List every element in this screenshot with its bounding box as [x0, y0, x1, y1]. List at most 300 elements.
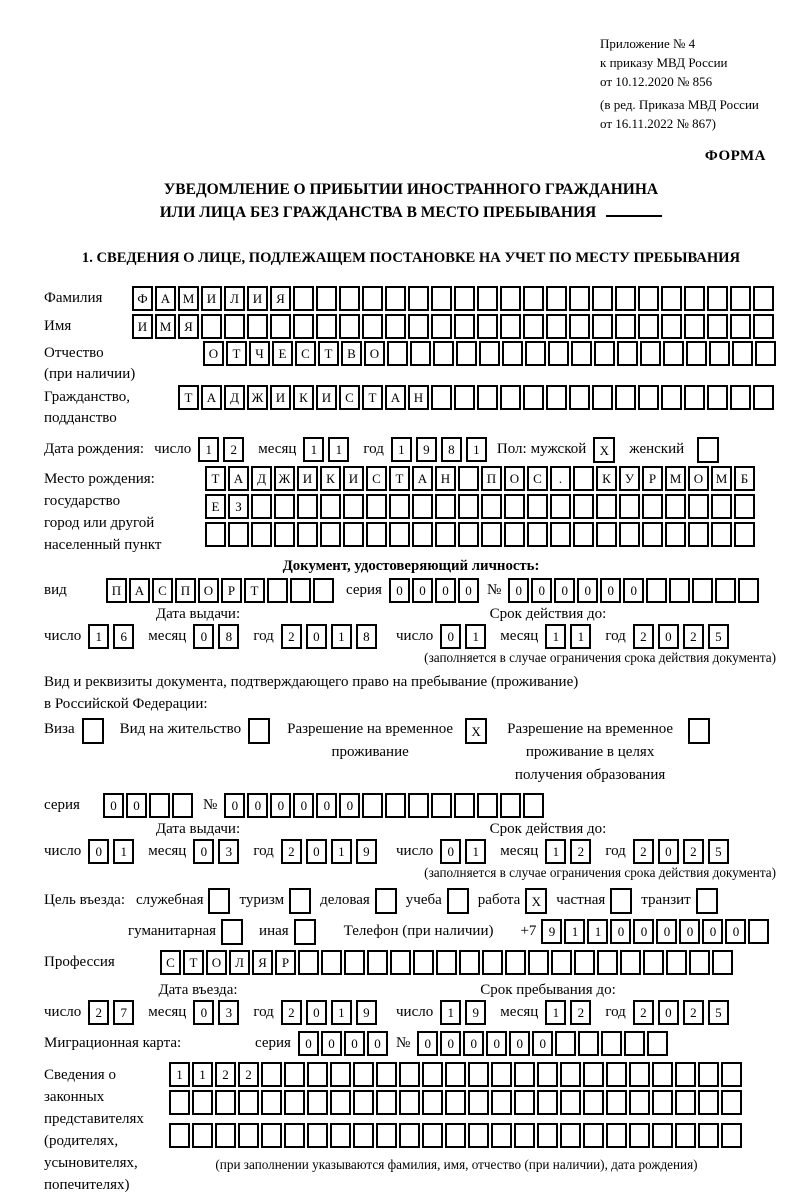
form-cell[interactable]: [389, 494, 410, 519]
form-cell[interactable]: 2: [281, 1000, 302, 1025]
form-cell[interactable]: [504, 522, 525, 547]
form-cell[interactable]: [569, 286, 590, 311]
form-cell[interactable]: 0: [103, 793, 124, 818]
form-cell[interactable]: А: [129, 578, 150, 603]
form-cell[interactable]: [366, 494, 387, 519]
form-cell[interactable]: 1: [169, 1062, 190, 1087]
form-cell[interactable]: [597, 950, 618, 975]
form-cell[interactable]: 1: [545, 839, 566, 864]
form-cell[interactable]: Д: [224, 385, 245, 410]
form-cell[interactable]: С: [366, 466, 387, 491]
form-cell[interactable]: [583, 1123, 604, 1148]
form-cell[interactable]: [574, 950, 595, 975]
form-cell[interactable]: [468, 1062, 489, 1087]
form-cell[interactable]: [606, 1090, 627, 1115]
form-cell[interactable]: [550, 494, 571, 519]
form-cell[interactable]: [688, 494, 709, 519]
form-cell[interactable]: 0: [224, 793, 245, 818]
form-cell[interactable]: [353, 1062, 374, 1087]
temp-permit-checkbox[interactable]: [465, 718, 487, 744]
form-cell[interactable]: [652, 1062, 673, 1087]
purpose-tourism-checkbox[interactable]: [289, 888, 311, 914]
form-cell[interactable]: [298, 950, 319, 975]
form-cell[interactable]: Т: [318, 341, 339, 366]
form-cell[interactable]: 3: [218, 1000, 239, 1025]
form-cell[interactable]: [321, 950, 342, 975]
form-cell[interactable]: [376, 1062, 397, 1087]
form-cell[interactable]: 0: [298, 1031, 319, 1056]
form-cell[interactable]: [686, 341, 707, 366]
form-cell[interactable]: С: [527, 466, 548, 491]
form-cell[interactable]: 0: [658, 624, 679, 649]
form-cell[interactable]: А: [228, 466, 249, 491]
form-cell[interactable]: [307, 1123, 328, 1148]
form-cell[interactable]: Т: [205, 466, 226, 491]
form-cell[interactable]: И: [343, 466, 364, 491]
form-cell[interactable]: 0: [440, 624, 461, 649]
form-cell[interactable]: 0: [486, 1031, 507, 1056]
form-cell[interactable]: [500, 286, 521, 311]
sex-female-checkbox[interactable]: [697, 437, 719, 463]
form-cell[interactable]: 1: [545, 1000, 566, 1025]
form-cell[interactable]: [422, 1062, 443, 1087]
form-cell[interactable]: 0: [321, 1031, 342, 1056]
form-cell[interactable]: [320, 522, 341, 547]
form-cell[interactable]: [248, 718, 270, 744]
form-cell[interactable]: 5: [708, 839, 729, 864]
form-cell[interactable]: [436, 950, 457, 975]
form-cell[interactable]: [523, 286, 544, 311]
form-cell[interactable]: 0: [306, 1000, 327, 1025]
form-cell[interactable]: 0: [463, 1031, 484, 1056]
form-cell[interactable]: 0: [508, 578, 529, 603]
form-cell[interactable]: О: [198, 578, 219, 603]
form-cell[interactable]: [646, 578, 667, 603]
form-cell[interactable]: К: [596, 466, 617, 491]
form-cell[interactable]: [610, 888, 632, 914]
form-cell[interactable]: [192, 1090, 213, 1115]
form-cell[interactable]: [149, 793, 170, 818]
form-cell[interactable]: [629, 1123, 650, 1148]
form-cell[interactable]: [307, 1090, 328, 1115]
form-cell[interactable]: К: [293, 385, 314, 410]
form-cell[interactable]: [661, 314, 682, 339]
form-cell[interactable]: [433, 341, 454, 366]
form-cell[interactable]: [410, 341, 431, 366]
form-cell[interactable]: [367, 950, 388, 975]
form-cell[interactable]: [261, 1090, 282, 1115]
form-cell[interactable]: [596, 494, 617, 519]
form-cell[interactable]: [652, 1123, 673, 1148]
form-cell[interactable]: 0: [193, 839, 214, 864]
form-cell[interactable]: Я: [178, 314, 199, 339]
form-cell[interactable]: А: [155, 286, 176, 311]
form-cell[interactable]: Т: [178, 385, 199, 410]
form-cell[interactable]: 1: [465, 624, 486, 649]
form-cell[interactable]: Е: [272, 341, 293, 366]
form-cell[interactable]: X: [465, 718, 487, 744]
form-cell[interactable]: [412, 494, 433, 519]
form-cell[interactable]: 2: [570, 839, 591, 864]
form-cell[interactable]: [537, 1062, 558, 1087]
form-cell[interactable]: [205, 522, 226, 547]
form-cell[interactable]: 6: [113, 624, 134, 649]
form-cell[interactable]: [447, 888, 469, 914]
form-cell[interactable]: [730, 286, 751, 311]
form-cell[interactable]: [689, 950, 710, 975]
form-cell[interactable]: 0: [367, 1031, 388, 1056]
form-cell[interactable]: Т: [389, 466, 410, 491]
form-cell[interactable]: [624, 1031, 645, 1056]
form-cell[interactable]: [362, 793, 383, 818]
form-cell[interactable]: 2: [683, 839, 704, 864]
form-cell[interactable]: [560, 1123, 581, 1148]
form-cell[interactable]: 2: [215, 1062, 236, 1087]
form-cell[interactable]: [721, 1062, 742, 1087]
form-cell[interactable]: Т: [244, 578, 265, 603]
form-cell[interactable]: [500, 314, 521, 339]
form-cell[interactable]: 1: [545, 624, 566, 649]
form-cell[interactable]: 2: [88, 1000, 109, 1025]
form-cell[interactable]: Б: [734, 466, 755, 491]
form-cell[interactable]: [445, 1062, 466, 1087]
form-cell[interactable]: [753, 385, 774, 410]
form-cell[interactable]: [339, 314, 360, 339]
form-cell[interactable]: [385, 314, 406, 339]
form-cell[interactable]: [375, 888, 397, 914]
form-cell[interactable]: [208, 888, 230, 914]
form-cell[interactable]: [307, 1062, 328, 1087]
form-cell[interactable]: М: [665, 466, 686, 491]
form-cell[interactable]: 0: [88, 839, 109, 864]
form-cell[interactable]: [692, 578, 713, 603]
form-cell[interactable]: 2: [633, 624, 654, 649]
form-cell[interactable]: [215, 1090, 236, 1115]
form-cell[interactable]: [362, 286, 383, 311]
form-cell[interactable]: Я: [252, 950, 273, 975]
form-cell[interactable]: 0: [532, 1031, 553, 1056]
form-cell[interactable]: [431, 286, 452, 311]
form-cell[interactable]: Л: [229, 950, 250, 975]
form-cell[interactable]: [362, 314, 383, 339]
form-cell[interactable]: [293, 314, 314, 339]
form-cell[interactable]: [707, 385, 728, 410]
form-cell[interactable]: [284, 1090, 305, 1115]
form-cell[interactable]: [387, 341, 408, 366]
form-cell[interactable]: [477, 385, 498, 410]
form-cell[interactable]: [711, 522, 732, 547]
form-cell[interactable]: Р: [642, 466, 663, 491]
form-cell[interactable]: А: [201, 385, 222, 410]
form-cell[interactable]: [330, 1123, 351, 1148]
form-cell[interactable]: [560, 1062, 581, 1087]
form-cell[interactable]: [573, 522, 594, 547]
form-cell[interactable]: [606, 1123, 627, 1148]
form-cell[interactable]: [675, 1090, 696, 1115]
form-cell[interactable]: 0: [656, 919, 677, 944]
form-cell[interactable]: [734, 522, 755, 547]
form-cell[interactable]: В: [341, 341, 362, 366]
form-cell[interactable]: [330, 1062, 351, 1087]
form-cell[interactable]: И: [132, 314, 153, 339]
form-cell[interactable]: [454, 385, 475, 410]
form-cell[interactable]: [753, 314, 774, 339]
form-cell[interactable]: [638, 286, 659, 311]
form-cell[interactable]: X: [593, 437, 615, 463]
form-cell[interactable]: 1: [331, 624, 352, 649]
form-cell[interactable]: [353, 1123, 374, 1148]
purpose-study-checkbox[interactable]: [447, 888, 469, 914]
form-cell[interactable]: X: [525, 888, 547, 914]
form-cell[interactable]: [592, 385, 613, 410]
form-cell[interactable]: [482, 950, 503, 975]
form-cell[interactable]: [698, 1090, 719, 1115]
form-cell[interactable]: 0: [417, 1031, 438, 1056]
form-cell[interactable]: [629, 1090, 650, 1115]
form-cell[interactable]: [525, 341, 546, 366]
form-cell[interactable]: [477, 286, 498, 311]
form-cell[interactable]: [169, 1123, 190, 1148]
phone-cells[interactable]: [541, 919, 771, 944]
form-cell[interactable]: [606, 1062, 627, 1087]
form-cell[interactable]: [523, 793, 544, 818]
form-cell[interactable]: [601, 1031, 622, 1056]
form-cell[interactable]: [732, 341, 753, 366]
form-cell[interactable]: 0: [193, 1000, 214, 1025]
form-cell[interactable]: [592, 314, 613, 339]
form-cell[interactable]: [652, 1090, 673, 1115]
form-cell[interactable]: 9: [356, 839, 377, 864]
temp-permit-edu-checkbox[interactable]: [688, 718, 710, 744]
form-cell[interactable]: [537, 1090, 558, 1115]
form-cell[interactable]: [431, 793, 452, 818]
form-cell[interactable]: [468, 1123, 489, 1148]
form-cell[interactable]: 2: [570, 1000, 591, 1025]
form-cell[interactable]: Ч: [249, 341, 270, 366]
form-cell[interactable]: [666, 950, 687, 975]
form-cell[interactable]: [376, 1123, 397, 1148]
form-cell[interactable]: [550, 522, 571, 547]
form-cell[interactable]: 0: [600, 578, 621, 603]
form-cell[interactable]: 0: [440, 839, 461, 864]
form-cell[interactable]: [665, 494, 686, 519]
form-cell[interactable]: [640, 341, 661, 366]
form-cell[interactable]: 0: [658, 1000, 679, 1025]
form-cell[interactable]: П: [175, 578, 196, 603]
form-cell[interactable]: [431, 385, 452, 410]
form-cell[interactable]: [734, 494, 755, 519]
form-cell[interactable]: [284, 1123, 305, 1148]
form-cell[interactable]: [642, 494, 663, 519]
form-cell[interactable]: [712, 950, 733, 975]
form-cell[interactable]: 1: [564, 919, 585, 944]
form-cell[interactable]: [661, 286, 682, 311]
form-cell[interactable]: [477, 793, 498, 818]
form-cell[interactable]: [546, 314, 567, 339]
form-cell[interactable]: 0: [725, 919, 746, 944]
form-cell[interactable]: [548, 341, 569, 366]
form-cell[interactable]: О: [364, 341, 385, 366]
purpose-private-checkbox[interactable]: [610, 888, 632, 914]
form-cell[interactable]: [738, 578, 759, 603]
form-cell[interactable]: [251, 494, 272, 519]
purpose-work-checkbox[interactable]: [525, 888, 547, 914]
form-cell[interactable]: [458, 466, 479, 491]
form-cell[interactable]: [385, 286, 406, 311]
form-cell[interactable]: 0: [531, 578, 552, 603]
form-cell[interactable]: 9: [541, 919, 562, 944]
form-cell[interactable]: 0: [306, 624, 327, 649]
form-cell[interactable]: М: [711, 466, 732, 491]
form-cell[interactable]: 5: [708, 1000, 729, 1025]
form-cell[interactable]: О: [504, 466, 525, 491]
form-cell[interactable]: [594, 341, 615, 366]
form-cell[interactable]: [569, 385, 590, 410]
form-cell[interactable]: [688, 522, 709, 547]
form-cell[interactable]: [620, 950, 641, 975]
form-cell[interactable]: [412, 522, 433, 547]
purpose-official-checkbox[interactable]: [208, 888, 230, 914]
form-cell[interactable]: 0: [389, 578, 410, 603]
form-cell[interactable]: [284, 1062, 305, 1087]
form-cell[interactable]: Ф: [132, 286, 153, 311]
form-cell[interactable]: [228, 522, 249, 547]
form-cell[interactable]: [445, 1090, 466, 1115]
form-cell[interactable]: 1: [440, 1000, 461, 1025]
form-cell[interactable]: 0: [339, 793, 360, 818]
form-cell[interactable]: 1: [465, 839, 486, 864]
form-cell[interactable]: [192, 1123, 213, 1148]
form-cell[interactable]: [399, 1090, 420, 1115]
form-cell[interactable]: 0: [412, 578, 433, 603]
form-cell[interactable]: 1: [88, 624, 109, 649]
form-cell[interactable]: [353, 1090, 374, 1115]
form-cell[interactable]: [546, 385, 567, 410]
form-cell[interactable]: [435, 494, 456, 519]
residence-permit-checkbox[interactable]: [248, 718, 270, 744]
form-cell[interactable]: 0: [316, 793, 337, 818]
form-cell[interactable]: [675, 1062, 696, 1087]
form-cell[interactable]: [546, 286, 567, 311]
form-cell[interactable]: Л: [224, 286, 245, 311]
form-cell[interactable]: [514, 1123, 535, 1148]
form-cell[interactable]: [748, 919, 769, 944]
purpose-transit-checkbox[interactable]: [696, 888, 718, 914]
form-cell[interactable]: 0: [623, 578, 644, 603]
form-cell[interactable]: 0: [610, 919, 631, 944]
form-cell[interactable]: Т: [226, 341, 247, 366]
form-cell[interactable]: [647, 1031, 668, 1056]
form-cell[interactable]: [619, 494, 640, 519]
form-cell[interactable]: 0: [126, 793, 147, 818]
form-cell[interactable]: [500, 793, 521, 818]
form-cell[interactable]: 1: [303, 437, 324, 462]
form-cell[interactable]: [431, 314, 452, 339]
form-cell[interactable]: [458, 494, 479, 519]
form-cell[interactable]: 0: [440, 1031, 461, 1056]
form-cell[interactable]: [491, 1062, 512, 1087]
form-cell[interactable]: 1: [570, 624, 591, 649]
sex-male-checkbox[interactable]: [593, 437, 615, 463]
form-cell[interactable]: [343, 522, 364, 547]
form-cell[interactable]: 0: [293, 793, 314, 818]
form-cell[interactable]: [389, 522, 410, 547]
form-cell[interactable]: [643, 950, 664, 975]
form-cell[interactable]: 1: [466, 437, 487, 462]
form-cell[interactable]: 1: [113, 839, 134, 864]
form-cell[interactable]: [663, 341, 684, 366]
form-cell[interactable]: [422, 1123, 443, 1148]
form-cell[interactable]: 9: [356, 1000, 377, 1025]
form-cell[interactable]: [571, 341, 592, 366]
form-cell[interactable]: [224, 314, 245, 339]
form-cell[interactable]: [638, 385, 659, 410]
form-cell[interactable]: С: [160, 950, 181, 975]
form-cell[interactable]: П: [481, 466, 502, 491]
form-cell[interactable]: [435, 522, 456, 547]
form-cell[interactable]: [730, 314, 751, 339]
form-cell[interactable]: [709, 341, 730, 366]
form-cell[interactable]: 0: [679, 919, 700, 944]
form-cell[interactable]: С: [295, 341, 316, 366]
form-cell[interactable]: [675, 1123, 696, 1148]
form-cell[interactable]: 0: [658, 839, 679, 864]
form-cell[interactable]: [468, 1090, 489, 1115]
form-cell[interactable]: 2: [238, 1062, 259, 1087]
form-cell[interactable]: 1: [587, 919, 608, 944]
form-cell[interactable]: У: [619, 466, 640, 491]
form-cell[interactable]: И: [247, 286, 268, 311]
purpose-other-checkbox[interactable]: [294, 919, 316, 945]
form-cell[interactable]: 2: [281, 839, 302, 864]
form-cell[interactable]: [730, 385, 751, 410]
form-cell[interactable]: 1: [198, 437, 219, 462]
form-cell[interactable]: О: [206, 950, 227, 975]
form-cell[interactable]: [619, 522, 640, 547]
form-cell[interactable]: [514, 1090, 535, 1115]
form-cell[interactable]: [698, 1123, 719, 1148]
form-cell[interactable]: [458, 522, 479, 547]
form-cell[interactable]: [454, 286, 475, 311]
form-cell[interactable]: [221, 919, 243, 945]
form-cell[interactable]: О: [203, 341, 224, 366]
form-cell[interactable]: [573, 466, 594, 491]
form-cell[interactable]: [408, 793, 429, 818]
form-cell[interactable]: [500, 385, 521, 410]
form-cell[interactable]: [596, 522, 617, 547]
form-cell[interactable]: 2: [281, 624, 302, 649]
form-cell[interactable]: И: [297, 466, 318, 491]
form-cell[interactable]: 8: [356, 624, 377, 649]
form-cell[interactable]: [491, 1090, 512, 1115]
form-cell[interactable]: С: [339, 385, 360, 410]
form-cell[interactable]: М: [178, 286, 199, 311]
form-cell[interactable]: [688, 718, 710, 744]
form-cell[interactable]: [445, 1123, 466, 1148]
form-cell[interactable]: [721, 1090, 742, 1115]
form-cell[interactable]: 2: [683, 1000, 704, 1025]
form-cell[interactable]: [238, 1123, 259, 1148]
form-cell[interactable]: [665, 522, 686, 547]
form-cell[interactable]: [316, 286, 337, 311]
form-cell[interactable]: 5: [708, 624, 729, 649]
form-cell[interactable]: [698, 1062, 719, 1087]
form-cell[interactable]: Н: [408, 385, 429, 410]
form-cell[interactable]: Я: [270, 286, 291, 311]
form-cell[interactable]: [560, 1090, 581, 1115]
form-cell[interactable]: 0: [577, 578, 598, 603]
form-cell[interactable]: [491, 1123, 512, 1148]
